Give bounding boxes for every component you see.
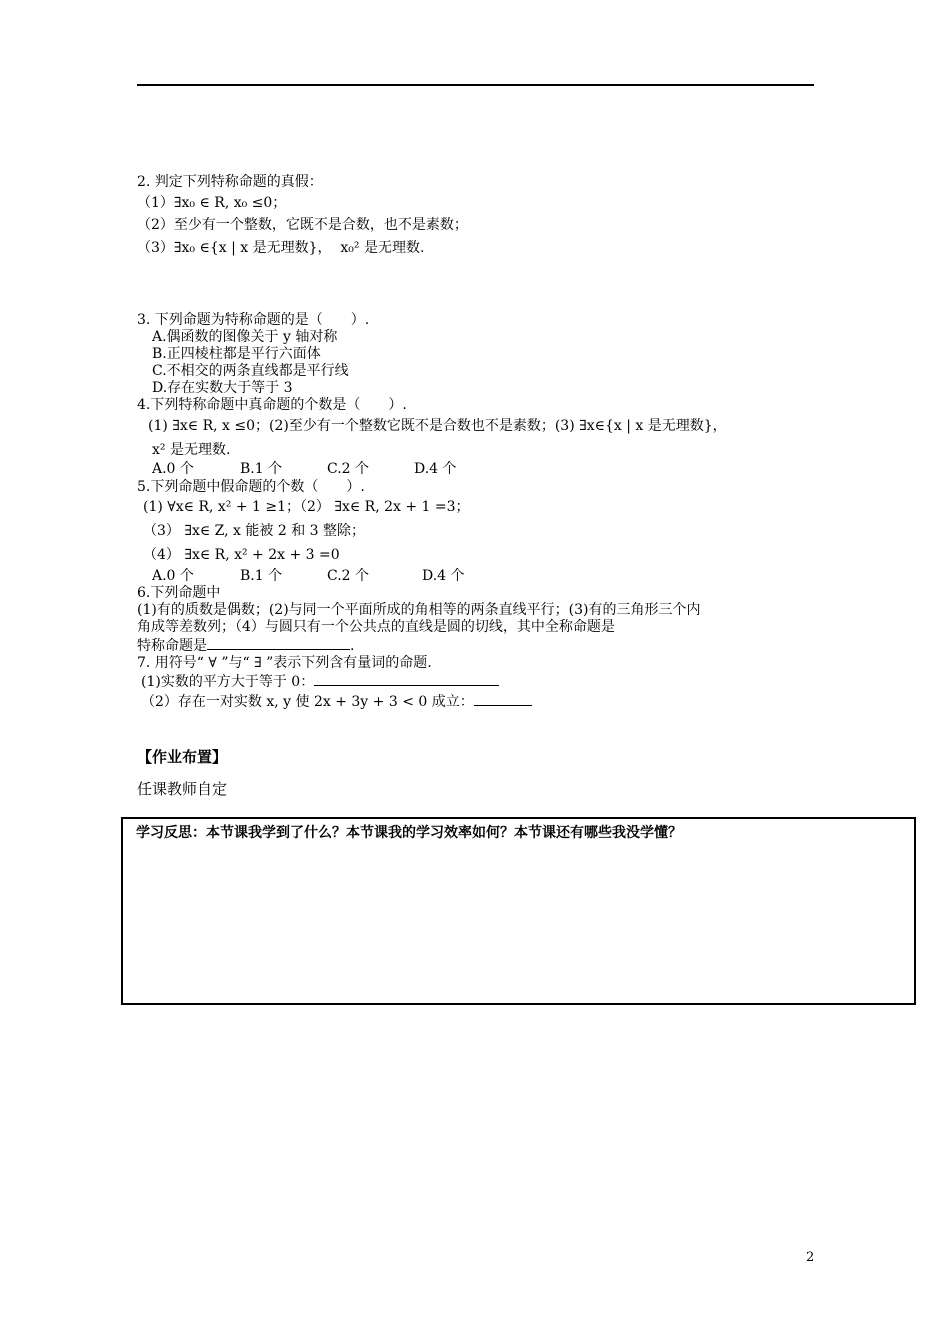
q5-option-a: A.0 个	[152, 568, 194, 584]
page-number: 2	[806, 1250, 815, 1265]
q6-line-1: (1)有的质数是偶数；(2)与同一个平面所成的角相等的两条直线平行；(3)有的三角形三个内	[137, 602, 701, 618]
header-rule	[137, 84, 814, 86]
q3-option-d: D.存在实数大于等于 3	[152, 380, 293, 396]
q7-title: 7. 用符号“ ∀ ”与“ ∃ ”表示下列含有量词的命题.	[137, 655, 432, 671]
q5-option-c: C.2 个	[327, 568, 370, 584]
q4-line-1: (1) ∃x∈ R, x ≤0；(2)至少有一个整数它既不是合数也不是素数；(3) ∃x∈{x | x 是无理数}，	[148, 418, 727, 434]
q5-line-2: （3） ∃x∈ Z, x 能被 2 和 3 整除；	[143, 523, 366, 539]
q7-line-1-label: (1)实数的平方大于等于 0：	[141, 674, 315, 690]
q5-title: 5.下列命题中假命题的个数（ ）.	[137, 479, 365, 495]
q7-line-2-label: （2）存在一对实数 x, y 使 2x + 3y + 3 < 0 成立：	[141, 694, 474, 710]
q6-line-3-end: .	[350, 638, 355, 654]
q3-title: 3. 下列命题为特称命题的是（ ）.	[137, 312, 370, 328]
q2-item-3-b: x₀² 是无理数.	[340, 240, 425, 256]
q5-line-3: （4） ∃x∈ R, x² + 2x + 3 =0	[143, 547, 340, 563]
q4-option-a: A.0 个	[152, 461, 194, 477]
q5-option-b: B.1 个	[240, 568, 283, 584]
q6-title: 6.下列命题中	[137, 585, 221, 601]
q3-option-c: C.不相交的两条直线都是平行线	[152, 363, 349, 379]
q5-option-d: D.4 个	[422, 568, 465, 584]
q2-item-2: （2）至少有一个整数，它既不是合数，也不是素数；	[137, 217, 468, 233]
reflection-box[interactable]	[121, 817, 916, 1005]
q4-line-2: x² 是无理数.	[152, 442, 231, 458]
q7-answer-blank-1[interactable]	[314, 672, 499, 686]
q4-title: 4.下列特称命题中真命题的个数是（ ）.	[137, 397, 407, 413]
q4-option-d: D.4 个	[414, 461, 457, 477]
q4-option-c: C.2 个	[327, 461, 370, 477]
q4-option-b: B.1 个	[240, 461, 283, 477]
q6-line-2: 角成等差数列；（4）与圆只有一个公共点的直线是圆的切线，其中全称命题是	[137, 619, 615, 635]
reflection-prompt: 学习反思：本节课我学到了什么？本节课我的学习效率如何？本节课还有哪些我没学懂？	[136, 825, 682, 841]
q2-title: 2. 判定下列特称命题的真假：	[137, 174, 323, 190]
q6-answer-blank[interactable]	[207, 636, 350, 650]
homework-text: 任课教师自定	[137, 780, 228, 798]
q2-item-1: （1）∃x₀ ∈ R, x₀ ≤0；	[137, 195, 287, 211]
homework-heading: 【作业布置】	[137, 748, 228, 766]
q7-answer-blank-2[interactable]	[474, 692, 532, 706]
q7-line-1	[141, 672, 499, 691]
q5-line-1: (1) ∀x∈ R, x² + 1 ≥1；（2） ∃x∈ R, 2x + 1 =3；	[143, 499, 470, 515]
q6-line-3	[137, 636, 354, 655]
q3-option-a: A.偶函数的图像关于 y 轴对称	[152, 329, 338, 345]
q2-item-3-a: （3）∃x₀ ∈{x | x 是无理数}，	[137, 240, 332, 256]
q2-item-3	[137, 240, 424, 257]
q7-line-2	[141, 692, 532, 711]
q6-line-3-label: 特称命题是	[137, 638, 207, 654]
q3-option-b: B.正四棱柱都是平行六面体	[152, 346, 321, 362]
